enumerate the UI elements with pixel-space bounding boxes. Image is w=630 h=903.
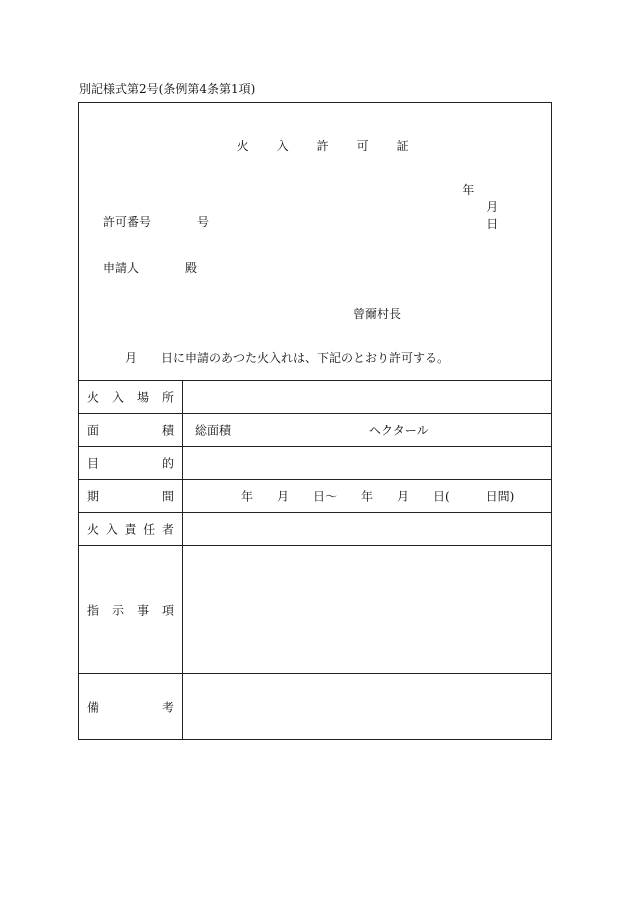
- table-row: [79, 673, 551, 739]
- row-label: 指 示 事 項: [79, 546, 183, 673]
- row-label: 面 積: [79, 414, 183, 446]
- permit-number-label: 許可番号: [103, 215, 152, 229]
- issue-date: [447, 167, 498, 246]
- row-label: 火 入 責 任 者: [79, 513, 183, 545]
- row-label: 火 入 場 所: [79, 381, 183, 413]
- instructions-value: [183, 546, 551, 673]
- hectare-unit: ヘクタール: [369, 423, 429, 438]
- title-char: 許: [316, 139, 329, 153]
- purpose-value: [183, 447, 551, 479]
- form-title: [79, 123, 551, 168]
- row-label: 備 考: [79, 674, 183, 739]
- date-day-label: 日: [486, 217, 499, 231]
- form-caption: 別記様式第2号(条例第4条第1項): [79, 82, 256, 96]
- table-row: [79, 512, 551, 545]
- permit-statement: 月 日に申請のあつた火入れは、下記のとおり許可する。: [125, 351, 450, 365]
- permit-form: [78, 102, 552, 740]
- title-char: 可: [356, 139, 369, 153]
- total-area-label: 総面積: [195, 423, 232, 438]
- permit-number-suffix: 号: [197, 215, 210, 229]
- table-row: [79, 380, 551, 413]
- period-value: 年 月 日～ 年 月 日( 日間): [241, 489, 515, 504]
- fire-location-value: [183, 381, 551, 413]
- table-row: [79, 413, 551, 446]
- area-value: [183, 414, 551, 446]
- row-label: 期 間: [79, 480, 183, 512]
- title-char: 入: [276, 139, 289, 153]
- date-month-label: 月: [486, 200, 499, 214]
- title-char: 火: [236, 139, 249, 153]
- applicant-label: 申請人: [103, 261, 140, 275]
- table-row: [79, 446, 551, 479]
- responsible-person-value: [183, 513, 551, 545]
- issuer-name: 曾爾村長: [353, 307, 402, 321]
- table-row: [79, 545, 551, 673]
- remarks-value: [183, 674, 551, 739]
- row-label: 目 的: [79, 447, 183, 479]
- table-row: [79, 479, 551, 512]
- title-char: 証: [396, 139, 409, 153]
- applicant-honorific: 殿: [185, 261, 198, 275]
- date-year-label: 年: [462, 183, 475, 197]
